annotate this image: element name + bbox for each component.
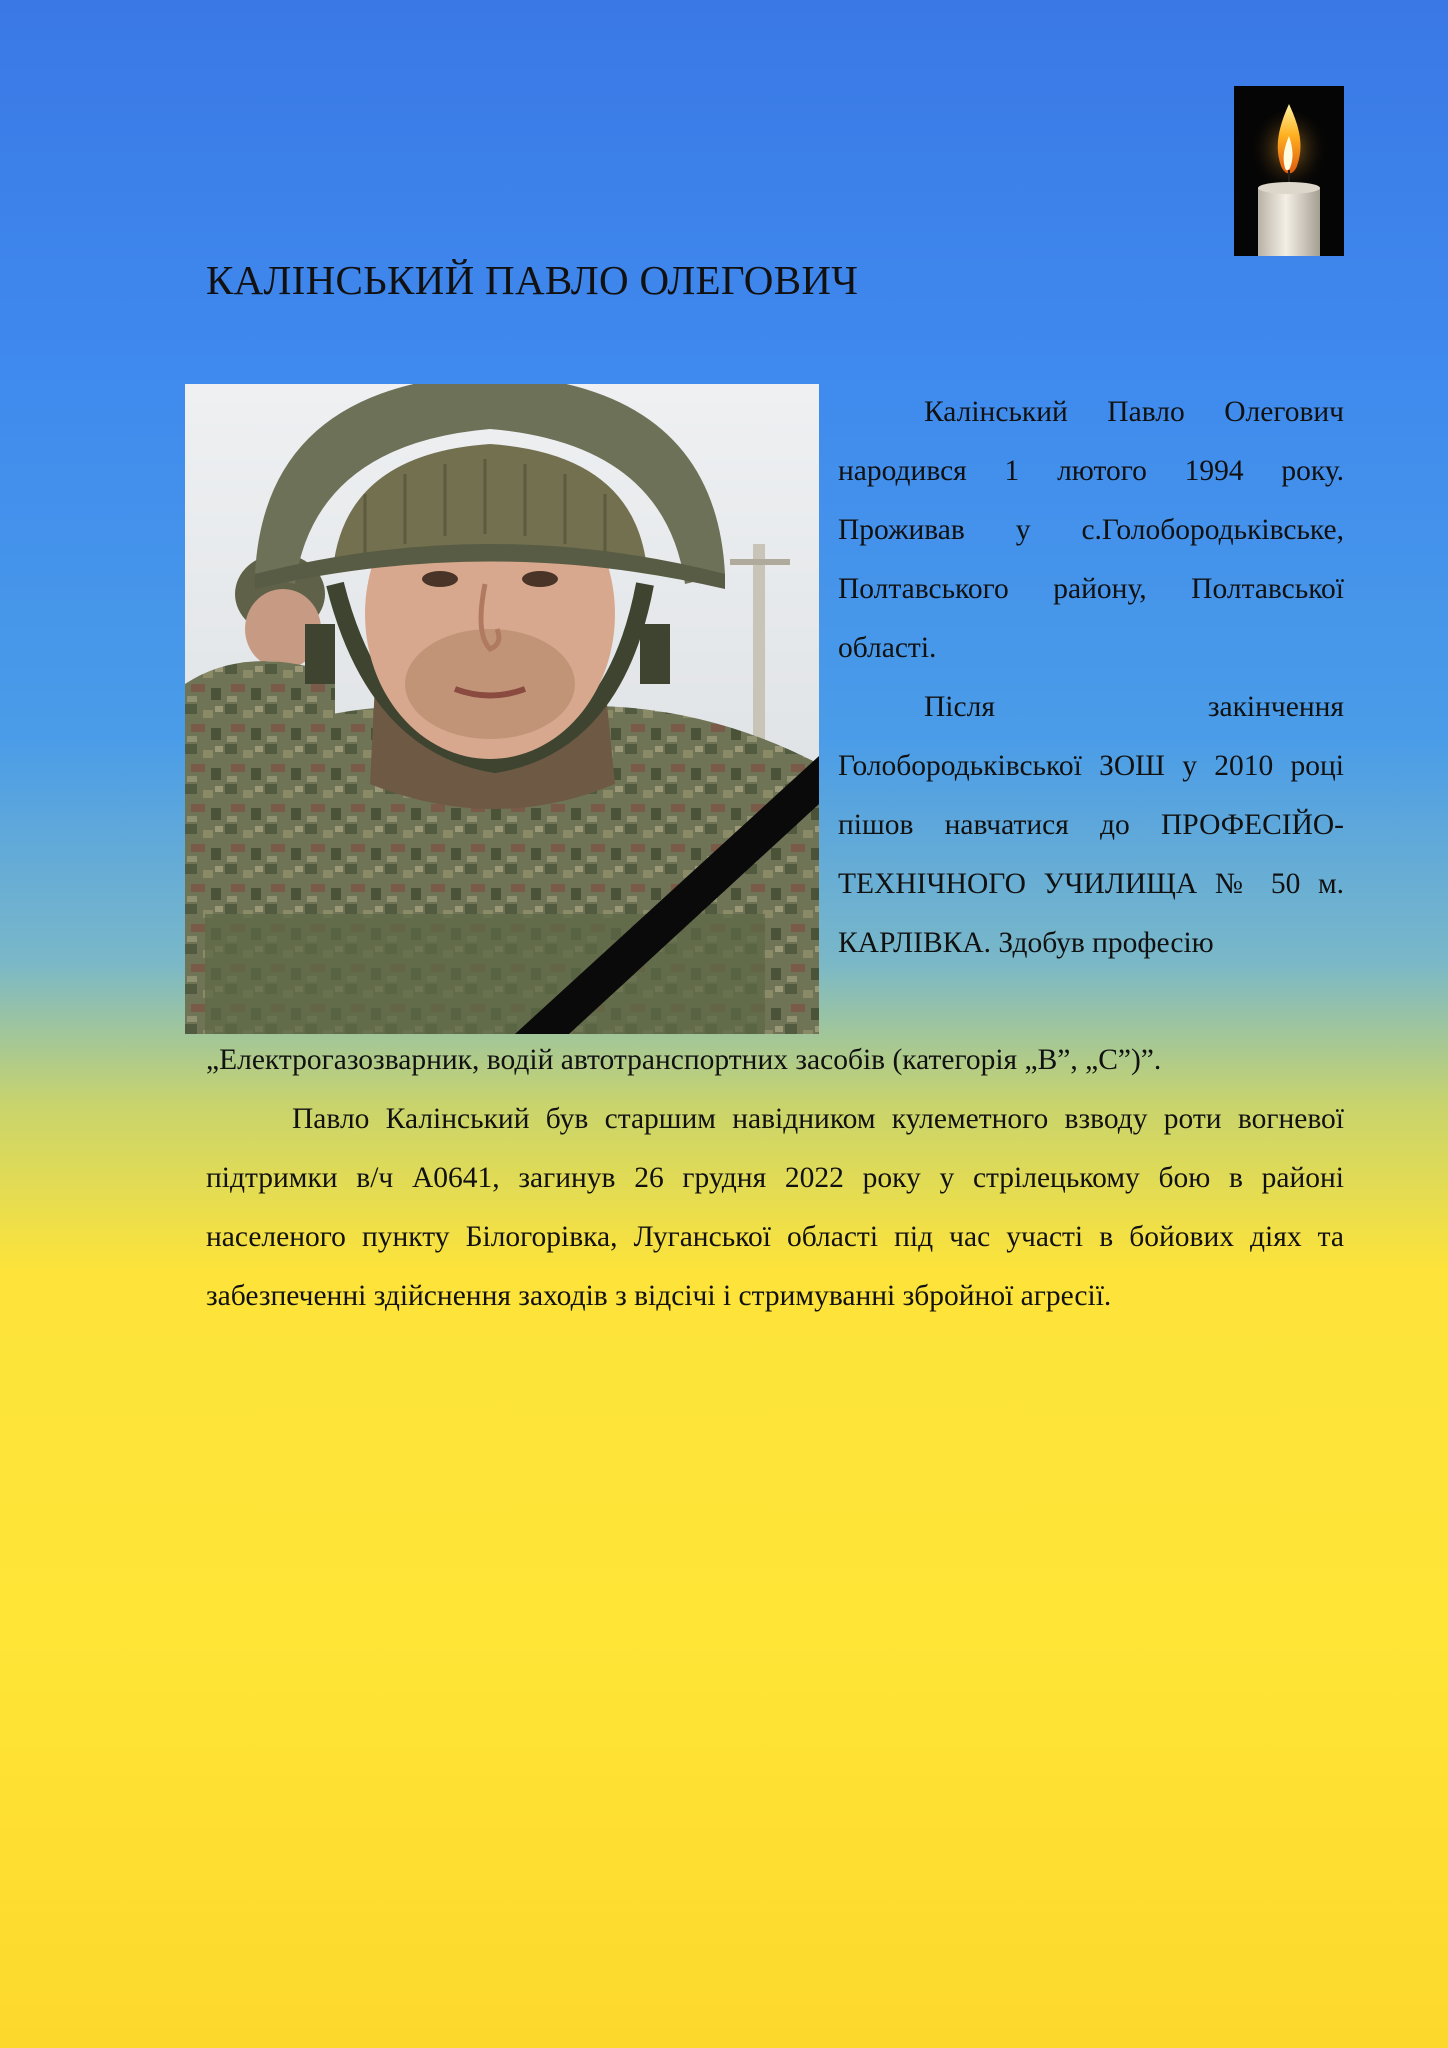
- bio-paragraph-3: Павло Калінський був старшим навідником кулеметного взводу роти вогневої підтримки в/ч А0641, загинув 26 грудня 2022 року у стрілецькому бою в районі населеного пункту Білогорівка, Луганської області під час участі в бойових діях та забезпеченні здійснення заходів з відсічі і стримуванні збройної агресії.: [206, 1103, 1344, 1312]
- portrait-photo: [185, 384, 819, 1034]
- page-title: КАЛІНСЬКИЙ ПАВЛО ОЛЕГОВИЧ: [206, 257, 859, 303]
- bio-paragraph-1: Калінський Павло Олегович народився 1 лютого 1994 року. Проживав у с.Голобородьківське, Полтавського району, Полтавської області.: [838, 396, 1344, 664]
- bio-text-side: [838, 383, 1344, 973]
- bio-paragraph-2: Після закінчення Голобородьківської ЗОШ у 2010 році пішов навчатися до ПРОФЕСІЙО-ТЕХНІЧНОГО УЧИЛИЩА № 50 м. КАРЛІВКА. Здобув професію: [838, 691, 1344, 959]
- bio-text-full: [206, 1031, 1344, 1326]
- candle-icon: [1234, 86, 1344, 256]
- bio-paragraph-2-continuation: „Електрогазозварник, водій автотранспортних засобів (категорія „В”, „С”)”.: [206, 1044, 1162, 1076]
